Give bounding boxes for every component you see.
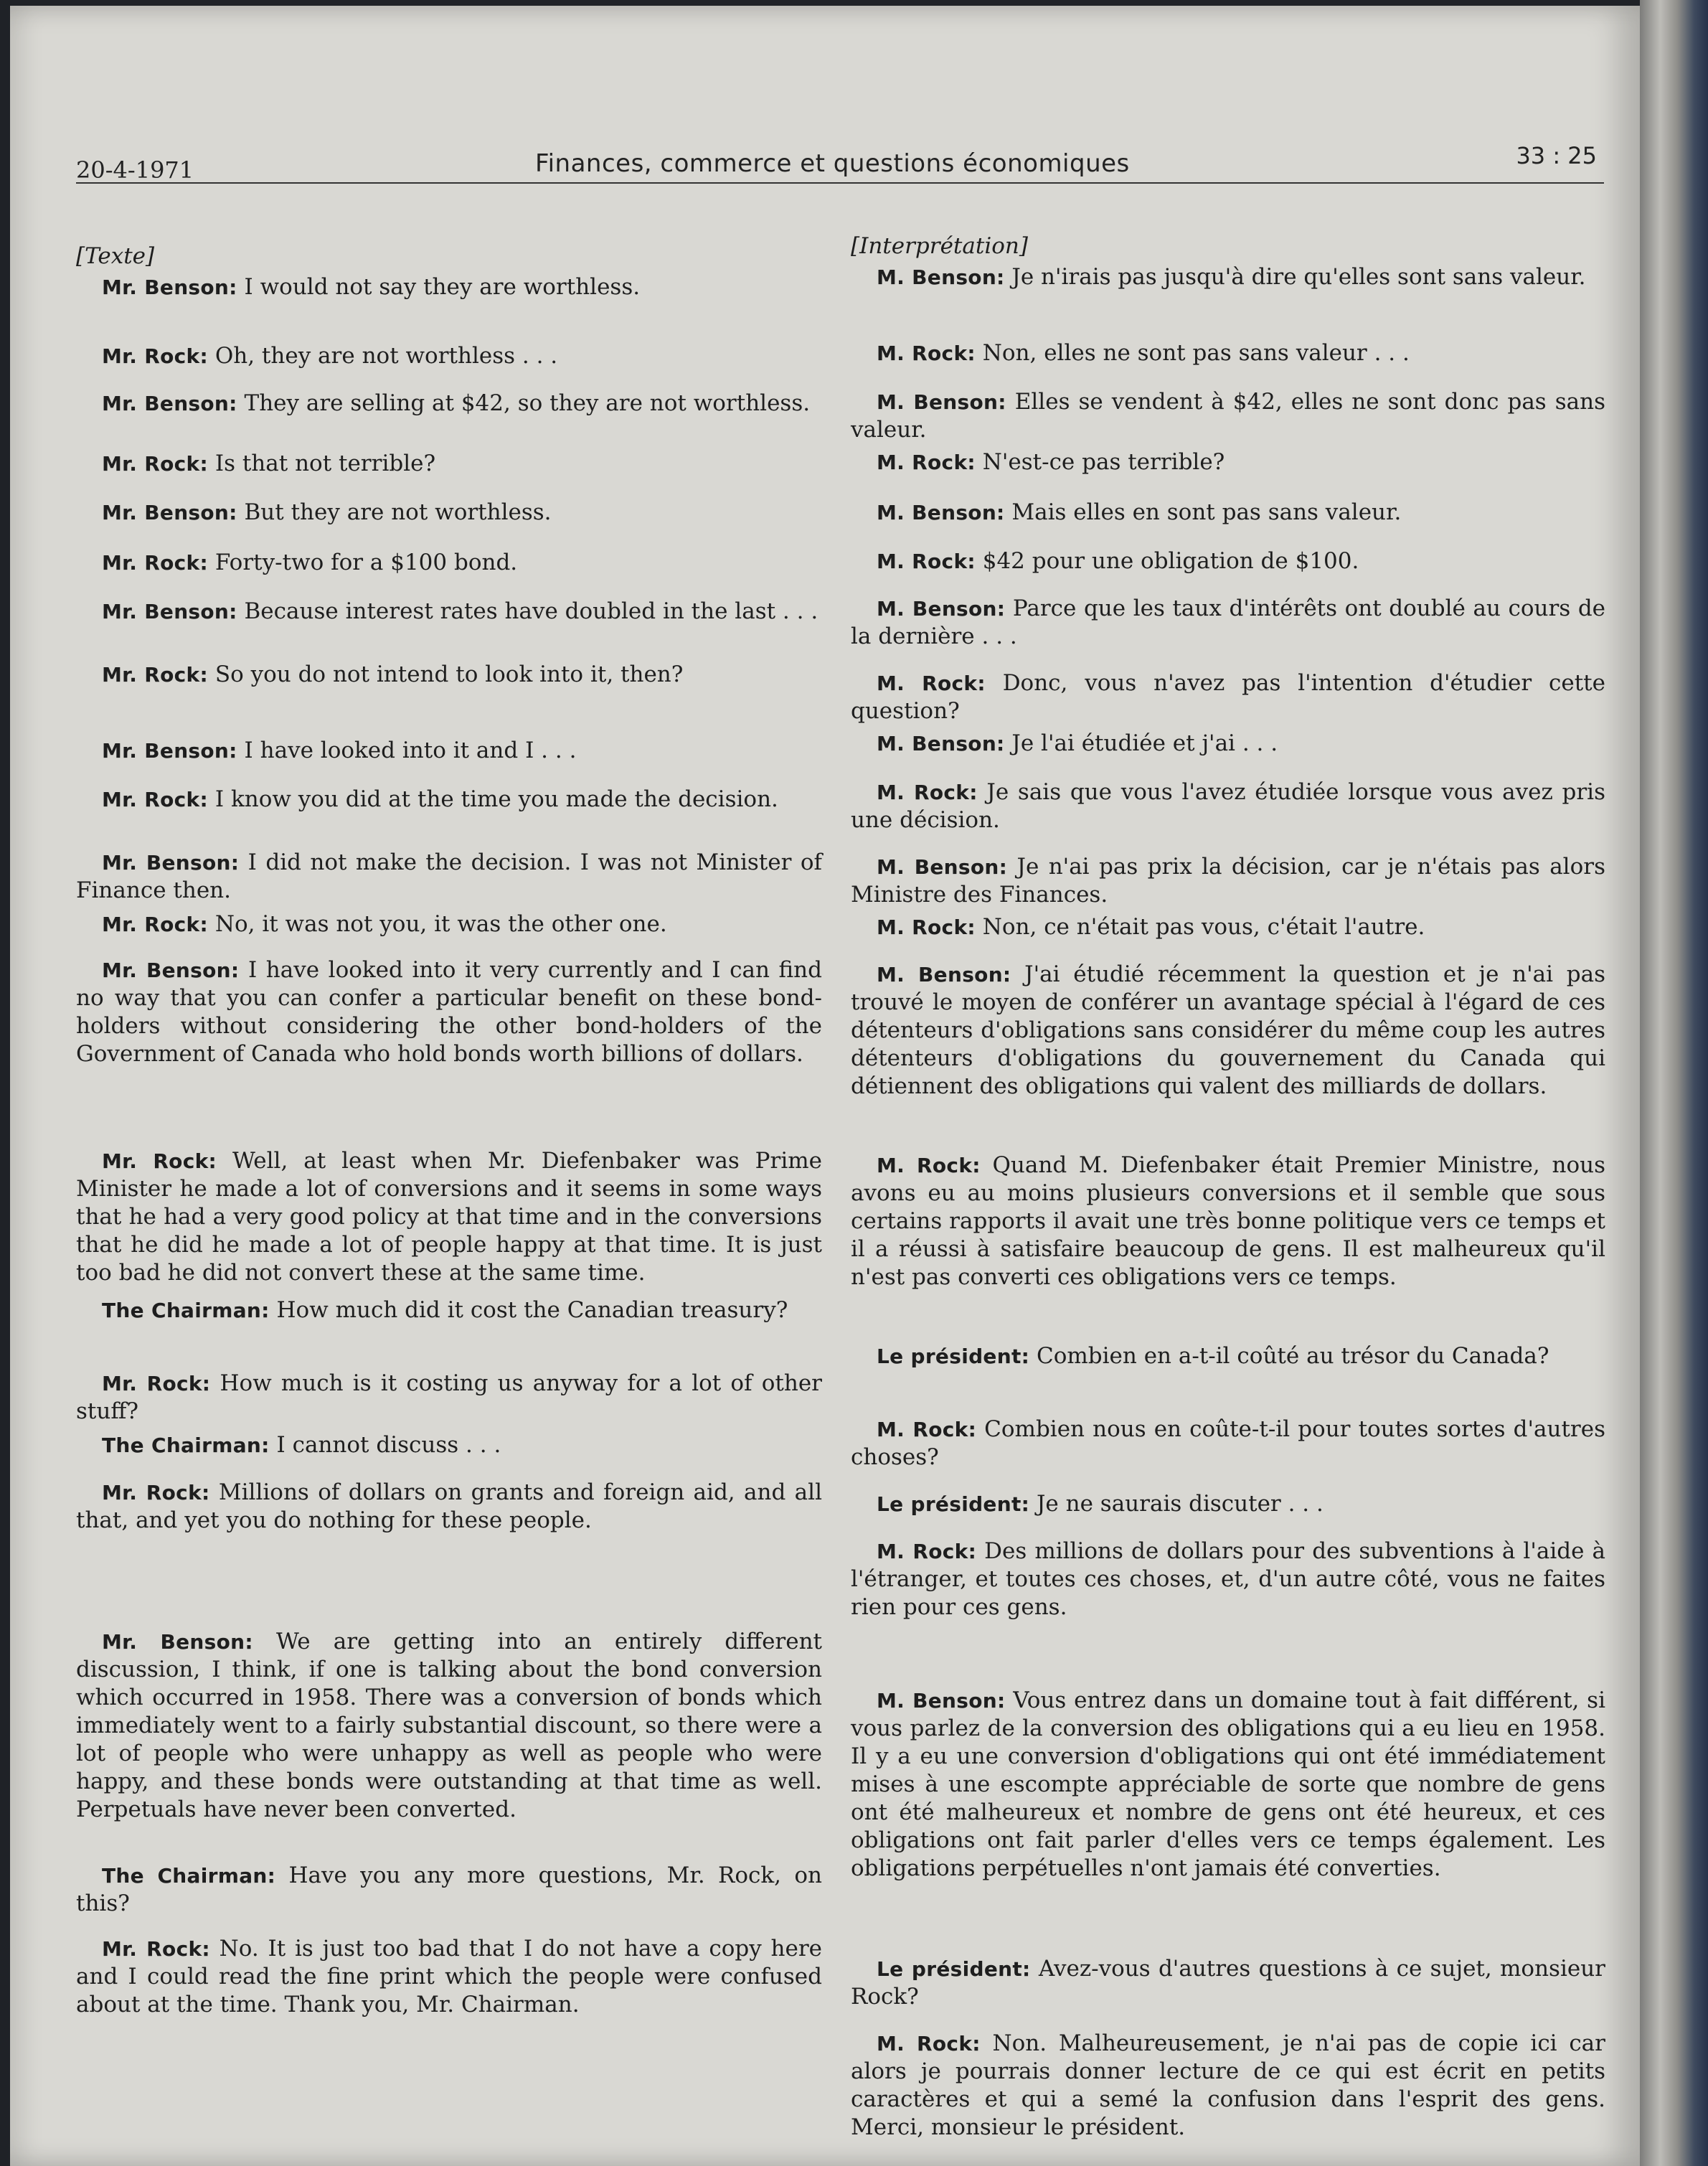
dialogue-entry [851,730,1605,758]
speaker-name: M. Benson: [877,1689,1006,1713]
speech-text: Oh, they are not worthless . . . [207,343,558,369]
dialogue-entry [851,853,1605,909]
dialogue-entry [76,1935,822,2019]
speech-text: Mais elles en sont pas sans valeur. [1004,499,1402,525]
header-page-number: 33 : 25 [1516,142,1597,169]
speech-text: No. It is just too bad that I do not have a copy here and I could read the fine print which the people were confused about at the time. Thank you, Mr. Chairman. [76,1936,822,2017]
speaker-name: Mr. Rock: [102,344,208,368]
speech-text: Des millions de dollars pour des subventions à l'aide à l'étranger, et toutes ces choses, et, d'un autre côté, vous ne faites rien pour ces gens. [851,1538,1605,1620]
column-language-label: [Interprétation] [851,233,1028,259]
speech-text: $42 pour une obligation de $100. [975,548,1359,574]
dialogue-entry [76,549,822,577]
dialogue-entry [851,1955,1605,2011]
speaker-name: M. Benson: [877,390,1006,414]
speaker-name: Mr. Benson: [102,739,237,763]
speech-text: So you do not intend to look into it, then? [207,661,684,687]
dialogue-entry [76,737,822,765]
dialogue-entry [851,669,1605,725]
speaker-name: The Chairman: [102,1299,270,1322]
speech-text: I cannot discuss . . . [269,1432,501,1458]
dialogue-entry [851,1538,1605,1621]
speech-text: But they are not worthless. [237,499,552,525]
speech-text: Je l'ai étudiée et j'ai . . . [1004,730,1278,756]
dialogue-entry [76,1862,822,1918]
dialogue-entry [851,595,1605,651]
dialogue-entry [851,1687,1605,1883]
speech-text: How much is it costing us anyway for a lot of other stuff? [76,1370,822,1424]
speech-text: Because interest rates have doubled in the last . . . [237,598,818,624]
speaker-name: M. Rock: [877,781,978,804]
speaker-name: Mr. Rock: [102,913,208,936]
dialogue-entry [76,1628,822,1824]
speech-text: Parce que les taux d'intérêts ont doublé au cours de la dernière . . . [851,595,1606,649]
speech-text: How much did it cost the Canadian treasury? [269,1297,788,1323]
speech-text: N'est-ce pas terrible? [975,449,1225,475]
speaker-name: Le président: [877,1492,1030,1516]
speech-text: Je ne saurais discuter . . . [1029,1491,1324,1517]
speech-text: Vous entrez dans un domaine tout à fait différent, si vous parlez de la conversion des obligations qui a eu lieu en 1958. Il y a eu une conversion d'obligations qui ont été immédiatement mises à une escompte appréciable de sorte que nombre de gens ont été malheureux et nombre de gens ont été heureux, et ces obligations ont fait parler d'elles vers ce temps également. Les obligations perpétuelles n'ont jamais été converties. [851,1687,1606,1881]
speech-text: No, it was not you, it was the other one. [207,911,667,937]
header-date: 20-4-1971 [76,156,194,184]
page-header [76,139,1604,184]
speech-text: Non. Malheureusement, je n'ai pas de copie ici car alors je pourrais donner lecture de ce qui est écrit en petits caractères et qui a semé la confusion dans l'esprit des gens. Merci, monsieur le président. [851,2030,1605,2140]
dialogue-entry [851,1490,1605,1518]
dialogue-entry [851,499,1605,527]
speaker-name: Mr. Rock: [102,1372,211,1395]
speaker-name: Mr. Benson: [102,1630,253,1654]
speaker-name: M. Rock: [877,915,976,939]
column-language-label: [Texte] [76,243,155,269]
speaker-name: M. Benson: [877,855,1008,879]
dialogue-entry [76,661,822,689]
english-column [76,243,823,2017]
speaker-name: Mr. Rock: [102,1149,217,1173]
speaker-name: Mr. Benson: [102,959,240,982]
speaker-name: The Chairman: [102,1864,276,1888]
dialogue-entry [76,598,822,626]
speaker-name: M. Rock: [877,1154,981,1177]
speaker-name: Mr. Benson: [102,276,237,299]
dialogue-entry [851,388,1605,444]
dialogue-entry [76,273,822,301]
dialogue-entry [76,1370,822,1426]
speaker-name: Mr. Benson: [102,600,237,623]
speaker-name: Mr. Benson: [102,851,240,875]
dialogue-entry [76,450,822,478]
speech-text: Is that not terrible? [207,451,436,476]
speaker-name: M. Rock: [877,451,976,474]
speech-text: Je sais que vous l'avez étudiée lorsque vous avez pris une décision. [851,779,1605,833]
speaker-name: M. Rock: [877,550,976,573]
speech-text: Donc, vous n'avez pas l'intention d'étudier cette question? [851,670,1605,724]
speaker-name: M. Benson: [877,265,1005,289]
dialogue-entry [76,390,822,418]
speaker-name: Le président: [877,1345,1030,1368]
speech-text: Forty-two for a $100 bond. [207,550,518,575]
dialogue-entry [76,786,822,814]
speaker-name: Mr. Rock: [102,663,208,687]
document-page [10,6,1640,2166]
speaker-name: Mr. Rock: [102,788,208,811]
speech-text: Combien nous en coûte-t-il pour toutes sortes d'autres choses? [851,1416,1605,1470]
header-title: Finances, commerce et questions économiques [535,149,1130,178]
speech-text: I know you did at the time you made the decision. [207,786,778,812]
speech-text: Have you any more questions, Mr. Rock, on this? [76,1863,822,1916]
dialogue-entry [851,263,1605,291]
speaker-name: M. Rock: [877,1418,977,1441]
speaker-name: Le président: [877,1957,1031,1981]
speech-text: Avez-vous d'autres questions à ce sujet, monsieur Rock? [851,1956,1605,2010]
speaker-name: M. Benson: [877,597,1006,621]
speaker-name: M. Rock: [877,1540,977,1563]
speaker-name: Mr. Rock: [102,1481,210,1505]
speech-text: Non, ce n'était pas vous, c'était l'autre. [975,914,1425,940]
speech-text: Non, elles ne sont pas sans valeur . . . [975,340,1410,366]
book-edge [1640,0,1708,2166]
speech-text: Elles se vendent à $42, elles ne sont donc pas sans valeur. [851,389,1606,443]
dialogue-entry [851,1342,1605,1370]
dialogue-entry [851,1416,1605,1472]
speaker-name: M. Benson: [877,732,1005,755]
dialogue-entry [851,547,1605,575]
speech-text: Quand M. Diefenbaker était Premier Ministre, nous avons eu au moins plusieurs conversions et il semble que sous certains rapports il avait une très bonne politique vers ce temps et il a réussi à satisfaire beaucoup de gens. Il est malheureux qu'il n'est pas converti ces obligations vers ce temps. [851,1152,1605,1290]
dialogue-entry [76,956,822,1068]
speech-text: Millions of dollars on grants and foreign aid, and all that, and yet you do nothing for these people. [76,1479,822,1533]
speaker-name: Mr. Rock: [102,1937,210,1961]
speaker-name: Mr. Benson: [102,392,237,415]
dialogue-entry [76,342,822,370]
speaker-name: M. Rock: [877,342,976,365]
dialogue-entry [851,339,1605,367]
speech-text: Well, at least when Mr. Diefenbaker was Prime Minister he made a lot of conversions and it seems in some ways that he had a very good policy at that time and in the conversions that he did he made a lot of people happy at that time. It is just too bad he did not convert these at the same time. [76,1148,823,1286]
speaker-name: M. Benson: [877,501,1005,524]
speaker-name: Mr. Rock: [102,452,208,476]
speech-text: Combien en a-t-il coûté au trésor du Canada? [1029,1343,1549,1369]
speaker-name: Mr. Rock: [102,551,208,575]
dialogue-entry [76,499,822,527]
speaker-name: M. Rock: [877,2032,981,2056]
speech-text: Je n'irais pas jusqu'à dire qu'elles sont sans valeur. [1004,264,1586,290]
dialogue-entry [76,1147,822,1287]
dialogue-entry [851,961,1605,1101]
speaker-name: Mr. Benson: [102,501,237,524]
speech-text: Je n'ai pas prix la décision, car je n'étais pas alors Ministre des Finances. [851,854,1605,908]
dialogue-entry [851,2030,1605,2142]
speech-text: We are getting into an entirely different discussion, I think, if one is talking about the bond conversion which occurred in 1958. There was a conversion of bonds which immediately went to a fairly substantial discount, so there were a lot of people who were unhappy as well as people who were happy, and these bonds were outstanding at that time as well. Perpetuals have never been converted. [76,1629,822,1822]
dialogue-entry [76,849,822,905]
dialogue-entry [76,1479,822,1535]
dialogue-entry [851,448,1605,476]
dialogue-entry [851,1152,1605,1291]
speech-text: I have looked into it and I . . . [237,738,577,763]
speech-text: J'ai étudié récemment la question et je n'ai pas trouvé le moyen de conférer un avantage spécial à l'égard de ces détenteurs d'obligations sans considérer du même coup les autres détenteurs d'obligations du gouvernement du Canada qui détiennent des obligations qui valent des milliards de dollars. [851,961,1606,1099]
speaker-name: M. Benson: [877,963,1011,987]
french-column [851,232,1606,2140]
speech-text: I did not make the decision. I was not Minister of Finance then. [76,849,822,903]
dialogue-entry [851,913,1605,941]
dialogue-entry [851,778,1605,834]
speaker-name: M. Rock: [877,672,986,695]
speech-text: They are selling at $42, so they are not worthless. [237,390,811,416]
speaker-name: The Chairman: [102,1433,270,1457]
speech-text: I would not say they are worthless. [237,274,641,300]
dialogue-entry [76,910,822,938]
dialogue-entry [76,1431,822,1459]
dialogue-entry [76,1296,822,1324]
speech-text: I have looked into it very currently and I can find no way that you can confer a particular benefit on these bond-holders without considering the other bond-holders of the Government of Canada who hold bonds worth billions of dollars. [76,957,822,1067]
